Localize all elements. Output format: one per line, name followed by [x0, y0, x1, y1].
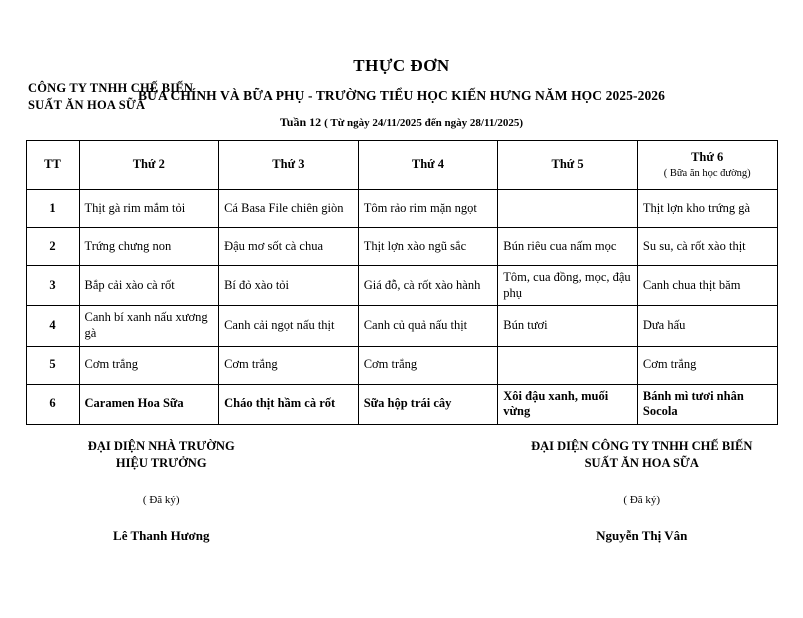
signature-company-note: ( Đã ký) [623, 493, 661, 506]
cell-wednesday: Cơm trắng [358, 346, 498, 384]
row-index: 2 [26, 228, 79, 266]
cell-monday: Thịt gà rim mắm tỏi [79, 190, 219, 228]
company-name-line1: CÔNG TY TNHH CHẾ BIẾN [28, 81, 194, 95]
menu-table-body [26, 190, 777, 425]
cell-monday: Cơm trắng [79, 346, 219, 384]
cell-monday: Caramen Hoa Sữa [79, 384, 219, 424]
document-page [0, 56, 803, 618]
cell-friday: Su su, cà rốt xào thịt [637, 228, 777, 266]
signature-company-name: Nguyễn Thị Vân [596, 527, 688, 543]
company-header [28, 80, 193, 114]
cell-thursday [498, 190, 638, 228]
document-subtitle: BỮA CHÍNH VÀ BỮA PHỤ - TRƯỜNG TIỂU HỌC KIẾN HƯNG NĂM HỌC 2025-2026 [138, 88, 665, 103]
cell-thursday [498, 346, 638, 384]
signature-company-line1: ĐẠI DIỆN CÔNG TY TNHH CHẾ BIẾN [531, 438, 753, 453]
column-header-monday-label: Thứ 2 [132, 157, 165, 172]
cell-friday: Bánh mì tươi nhân Socola [637, 384, 777, 424]
cell-monday: Bắp cải xào cà rốt [79, 266, 219, 306]
week-line [0, 115, 803, 130]
cell-tuesday: Đậu mơ sốt cà chua [219, 228, 359, 266]
document-title: THỰC ĐƠN [353, 56, 450, 75]
cell-monday: Trứng chưng non [79, 228, 219, 266]
table-row [26, 266, 777, 306]
cell-monday: Canh bí xanh nấu xương gà [79, 306, 219, 346]
row-index: 5 [26, 346, 79, 384]
column-header-tt [26, 141, 79, 190]
signature-school-note: ( Đã ký) [142, 493, 180, 506]
row-index: 3 [26, 266, 79, 306]
cell-wednesday: Tôm rảo rim mặn ngọt [358, 190, 498, 228]
cell-wednesday: Canh củ quả nấu thịt [358, 306, 498, 346]
cell-tuesday: Bí đỏ xào tỏi [219, 266, 359, 306]
cell-thursday: Xôi đậu xanh, muối vừng [498, 384, 638, 424]
cell-thursday: Tôm, cua đồng, mọc, đậu phụ [498, 266, 638, 306]
cell-tuesday: Cơm trắng [219, 346, 359, 384]
cell-tuesday: Cháo thịt hầm cà rốt [219, 384, 359, 424]
menu-table-head [26, 141, 777, 190]
table-row [26, 306, 777, 346]
cell-tuesday: Cá Basa File chiên giòn [219, 190, 359, 228]
cell-wednesday: Giá đỗ, cà rốt xào hành [358, 266, 498, 306]
signature-company-line2: SUẤT ĂN HOA SỮA [584, 456, 699, 471]
table-row [26, 228, 777, 266]
signature-school-line1: ĐẠI DIỆN NHÀ TRƯỜNG [87, 438, 235, 453]
column-header-tuesday [219, 141, 359, 190]
row-index: 1 [26, 190, 79, 228]
signature-company [417, 438, 778, 544]
column-header-tt-label: TT [44, 157, 61, 172]
week-label: Tuần 12 [279, 115, 322, 129]
signature-school [26, 438, 417, 544]
column-header-monday [79, 141, 219, 190]
signature-school-name: Lê Thanh Hương [113, 527, 210, 543]
week-range: ( Từ ngày 24/11/2025 đến ngày 28/11/2025) [324, 117, 524, 129]
cell-thursday: Bún riêu cua nấm mọc [498, 228, 638, 266]
cell-friday: Cơm trắng [637, 346, 777, 384]
signature-area [0, 438, 803, 544]
table-row [26, 384, 777, 424]
company-name-line2: SUẤT ĂN HOA SỮA [28, 97, 146, 112]
cell-tuesday: Canh cải ngọt nấu thịt [219, 306, 359, 346]
cell-friday: Thịt lợn kho trứng gà [637, 190, 777, 228]
cell-thursday: Bún tươi [498, 306, 638, 346]
row-index: 6 [26, 384, 79, 424]
table-header-row [26, 141, 777, 190]
table-row [26, 346, 777, 384]
cell-wednesday: Thịt lợn xào ngũ sắc [358, 228, 498, 266]
cell-friday: Dưa hấu [637, 306, 777, 346]
column-header-wednesday-label: Thứ 4 [411, 157, 445, 172]
column-header-thursday [498, 141, 638, 190]
column-header-friday-label: Thứ 6 [691, 150, 724, 165]
column-header-thursday-label: Thứ 5 [551, 157, 584, 172]
menu-table [26, 140, 778, 425]
signature-school-line2: HIỆU TRƯỞNG [115, 456, 207, 471]
cell-friday: Canh chua thịt băm [637, 266, 777, 306]
column-header-friday [637, 141, 777, 190]
cell-wednesday: Sữa hộp trái cây [358, 384, 498, 424]
column-header-wednesday [358, 141, 498, 190]
column-header-friday-sublabel: ( Bữa ăn học đường) [663, 167, 751, 179]
table-row [26, 190, 777, 228]
column-header-tuesday-label: Thứ 3 [272, 157, 305, 172]
row-index: 4 [26, 306, 79, 346]
